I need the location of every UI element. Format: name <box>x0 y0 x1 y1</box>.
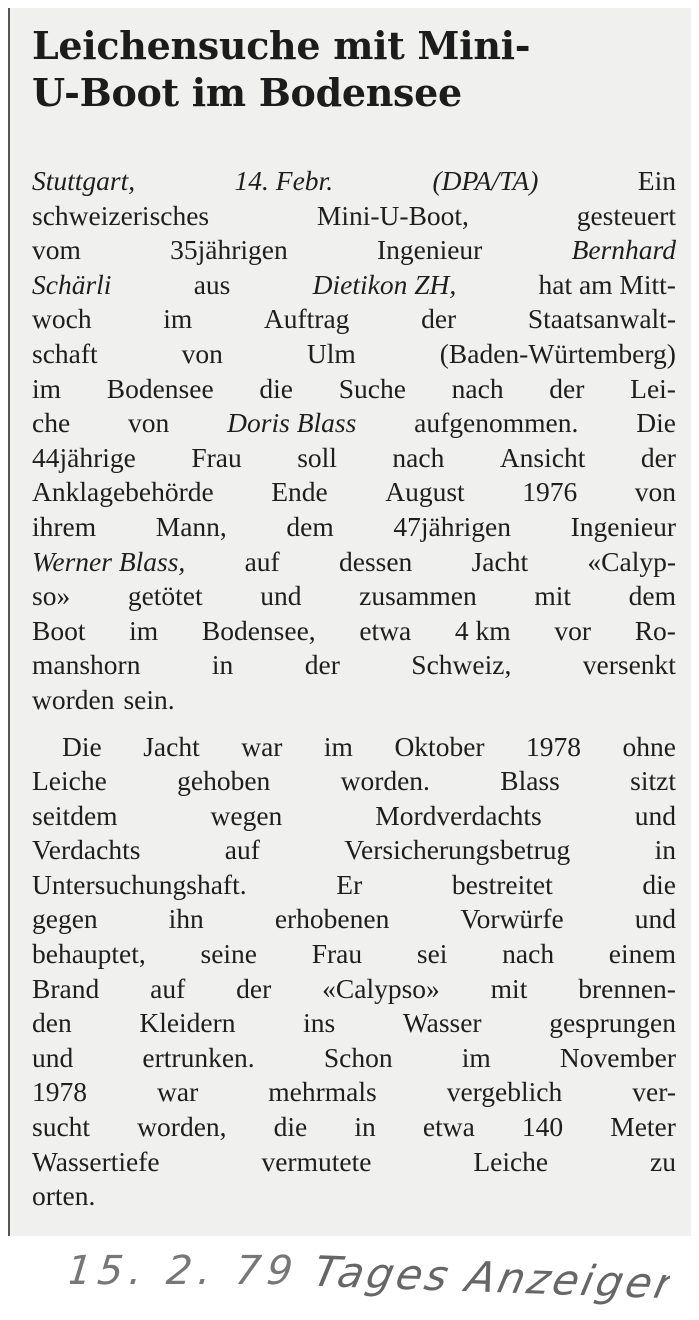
word: Ro- <box>634 614 676 646</box>
word: Jacht <box>471 545 529 577</box>
word: Dietikon ZH, <box>312 268 457 300</box>
word: in <box>654 834 676 866</box>
word: nach <box>392 441 445 473</box>
word: versenkt <box>582 649 676 681</box>
word: Ingenieur <box>376 234 483 266</box>
word: Werner Blass, <box>32 545 186 577</box>
word: 1976 <box>522 476 578 508</box>
text-line <box>32 648 676 683</box>
word: manshorn <box>32 649 141 681</box>
word: Lei- <box>630 372 676 404</box>
handwritten-date: 15. 2. 79 <box>70 1248 301 1294</box>
text-line <box>32 1179 676 1214</box>
word: worden <box>32 683 115 715</box>
word: erhobenen <box>274 903 390 935</box>
word: Ein <box>637 165 676 196</box>
word: schaft <box>32 337 98 369</box>
word: der <box>304 649 340 681</box>
word: Wassertiefe <box>32 1145 160 1177</box>
word: Mann, <box>155 510 227 542</box>
word: Leiche <box>32 765 107 797</box>
word: 47jährigen <box>393 510 511 542</box>
word: 44jährige <box>32 441 136 473</box>
word: in <box>354 1111 376 1143</box>
word: Die <box>636 407 676 439</box>
handwritten-annotation <box>70 1236 670 1316</box>
text-line <box>32 233 676 268</box>
word: seitdem <box>32 799 118 831</box>
word: auf <box>244 545 280 577</box>
word: che <box>32 407 71 439</box>
word: Auftrag <box>263 303 350 335</box>
word: auf <box>150 972 186 1004</box>
word: ver- <box>632 1076 676 1108</box>
word: Ulm <box>306 337 356 369</box>
word: «Calyp- <box>587 545 676 577</box>
text-line <box>32 579 676 614</box>
text-line <box>32 868 676 903</box>
word: Versicherungsbetrug <box>344 834 571 866</box>
word: Ansicht <box>499 441 586 473</box>
word: worden. <box>340 765 430 797</box>
word: Bodensee <box>106 372 214 404</box>
word: von <box>634 476 676 508</box>
headline-line-2: U-Boot im Bodensee <box>32 70 462 115</box>
text-line <box>32 972 676 1007</box>
text-line <box>32 302 676 337</box>
word: Wasser <box>402 1007 482 1039</box>
word: der <box>236 972 272 1004</box>
word: war <box>241 730 283 762</box>
word: im <box>323 730 353 762</box>
word: Verdachts <box>32 834 141 866</box>
word: Schon <box>323 1041 393 1073</box>
word: der <box>640 441 676 473</box>
word: Ingenieur <box>570 510 676 542</box>
word: zusammen <box>359 580 477 612</box>
text-line <box>32 372 676 407</box>
word: vergeblich <box>446 1076 563 1108</box>
text-line <box>32 268 676 303</box>
text-line <box>32 406 676 441</box>
text-line <box>32 833 676 868</box>
word: behauptet, <box>32 938 146 970</box>
word: ihn <box>168 903 204 935</box>
word: Mordverdachts <box>375 799 542 831</box>
word: mehrmals <box>268 1076 377 1108</box>
word: (DPA/TA) <box>432 165 539 196</box>
text-line <box>32 937 676 972</box>
word: bestreitet <box>451 868 553 900</box>
word: ertrunken. <box>142 1041 255 1073</box>
word: Stuttgart, <box>32 165 136 196</box>
text-line <box>32 764 676 799</box>
text-line <box>32 441 676 476</box>
word: Die <box>62 730 102 762</box>
word: die <box>273 1111 308 1143</box>
word: Schweiz, <box>411 649 512 681</box>
word: woch <box>32 303 92 335</box>
word: vor <box>554 614 592 646</box>
word: so» <box>32 580 71 612</box>
word: Oktober <box>394 730 485 762</box>
word: von <box>128 407 170 439</box>
text-line <box>32 545 676 580</box>
text-line <box>32 799 676 834</box>
word: Bernhard <box>571 234 676 266</box>
word: der <box>421 303 457 335</box>
word: auf <box>224 834 260 866</box>
word: Leiche <box>473 1145 549 1177</box>
headline-line-1: Leichensuche mit Mini- <box>32 23 531 68</box>
word: August <box>385 476 465 508</box>
word: Suche <box>338 372 406 404</box>
article-paragraph-1 <box>32 164 676 718</box>
word: Kleidern <box>139 1007 236 1039</box>
word: Staatsanwalt- <box>527 303 676 335</box>
word: Er <box>336 868 363 900</box>
word: gehoben <box>177 765 271 797</box>
word: 35jährigen <box>170 234 288 266</box>
word: sitzt <box>630 765 676 797</box>
word: aufgenommen. <box>414 407 579 439</box>
text-line <box>32 902 676 937</box>
word: Meter <box>610 1111 676 1143</box>
word: seine <box>200 938 258 970</box>
word: und <box>634 799 676 831</box>
word: sein. <box>123 683 175 715</box>
word: Brand <box>32 972 100 1004</box>
text-line <box>32 337 676 372</box>
text-line <box>32 1145 676 1180</box>
word: im <box>163 303 193 335</box>
word: gesprungen <box>549 1007 676 1039</box>
word: einem <box>608 938 676 970</box>
word: dem <box>628 580 676 612</box>
word: nach <box>502 938 555 970</box>
word: und <box>260 580 302 612</box>
word: von <box>181 337 223 369</box>
text-line <box>32 730 676 765</box>
word: worden, <box>137 1111 227 1143</box>
text-line <box>32 510 676 545</box>
word: hat am Mitt- <box>538 268 676 300</box>
text-line <box>32 1041 676 1076</box>
word: im <box>32 372 62 404</box>
word: (Baden-Würtemberg) <box>439 337 676 369</box>
word: sucht <box>32 1111 91 1143</box>
word: 4 km <box>454 614 511 646</box>
word: in <box>211 649 234 681</box>
word: im <box>461 1041 491 1073</box>
word: zu <box>650 1145 676 1177</box>
word: ohne <box>622 730 676 762</box>
word: 14. Febr. <box>234 165 334 196</box>
word: der <box>549 372 585 404</box>
word: 1978 <box>32 1076 87 1108</box>
word: den <box>32 1007 72 1039</box>
word: November <box>559 1041 676 1073</box>
word: Doris Blass <box>227 407 357 439</box>
word: gesteuert <box>576 199 676 231</box>
word: Mini-U-Boot, <box>316 199 469 231</box>
text-line <box>32 1006 676 1041</box>
word: Frau <box>311 938 363 970</box>
word: im <box>129 614 159 646</box>
article-body <box>32 164 676 1214</box>
word: mit <box>490 972 528 1004</box>
word: Blass <box>500 765 560 797</box>
word: «Calypso» <box>322 972 440 1004</box>
word: Boot <box>32 614 86 646</box>
article-headline <box>32 22 662 116</box>
word: getötet <box>127 580 203 612</box>
word: etwa <box>359 614 412 646</box>
word: dem <box>286 510 334 542</box>
word: Jacht <box>143 730 200 762</box>
word: brennen- <box>578 972 676 1004</box>
text-line <box>32 1110 676 1145</box>
handwriting-svg <box>70 1236 670 1316</box>
word: 140 <box>521 1111 564 1143</box>
word: die <box>259 372 293 404</box>
word: ihrem <box>32 510 97 542</box>
word: und <box>32 1041 74 1073</box>
word: Anklagebehörde <box>32 476 214 508</box>
handwritten-source: Tages Anzeiger <box>309 1247 670 1309</box>
word: 1978 <box>526 730 582 762</box>
word: Schärli <box>32 268 112 300</box>
word: war <box>157 1076 199 1108</box>
word: schweizerisches <box>32 199 210 231</box>
word: die <box>642 868 676 900</box>
word: Bodensee, <box>201 614 316 646</box>
word: nach <box>451 372 504 404</box>
text-line <box>32 1075 676 1110</box>
word: Untersuchungshaft. <box>32 868 247 900</box>
word: vom <box>32 234 81 266</box>
text-line <box>32 614 676 649</box>
word: Frau <box>191 441 242 473</box>
text-line <box>32 199 676 234</box>
word: ins <box>303 1007 336 1039</box>
word: gegen <box>32 903 98 935</box>
word: orten. <box>32 1180 96 1212</box>
word: Vorwürfe <box>460 903 564 935</box>
word: und <box>634 903 676 935</box>
article-paragraph-2 <box>32 730 676 1214</box>
word: mit <box>534 580 572 612</box>
word: wegen <box>210 799 283 831</box>
word: aus <box>193 268 231 300</box>
word: sei <box>416 938 448 970</box>
text-line <box>32 475 676 510</box>
text-line <box>32 164 676 199</box>
word: vermutete <box>261 1145 372 1177</box>
text-line <box>32 683 676 718</box>
word: dessen <box>338 545 413 577</box>
word: soll <box>297 441 337 473</box>
word: etwa <box>422 1111 475 1143</box>
word: Ende <box>271 476 328 508</box>
